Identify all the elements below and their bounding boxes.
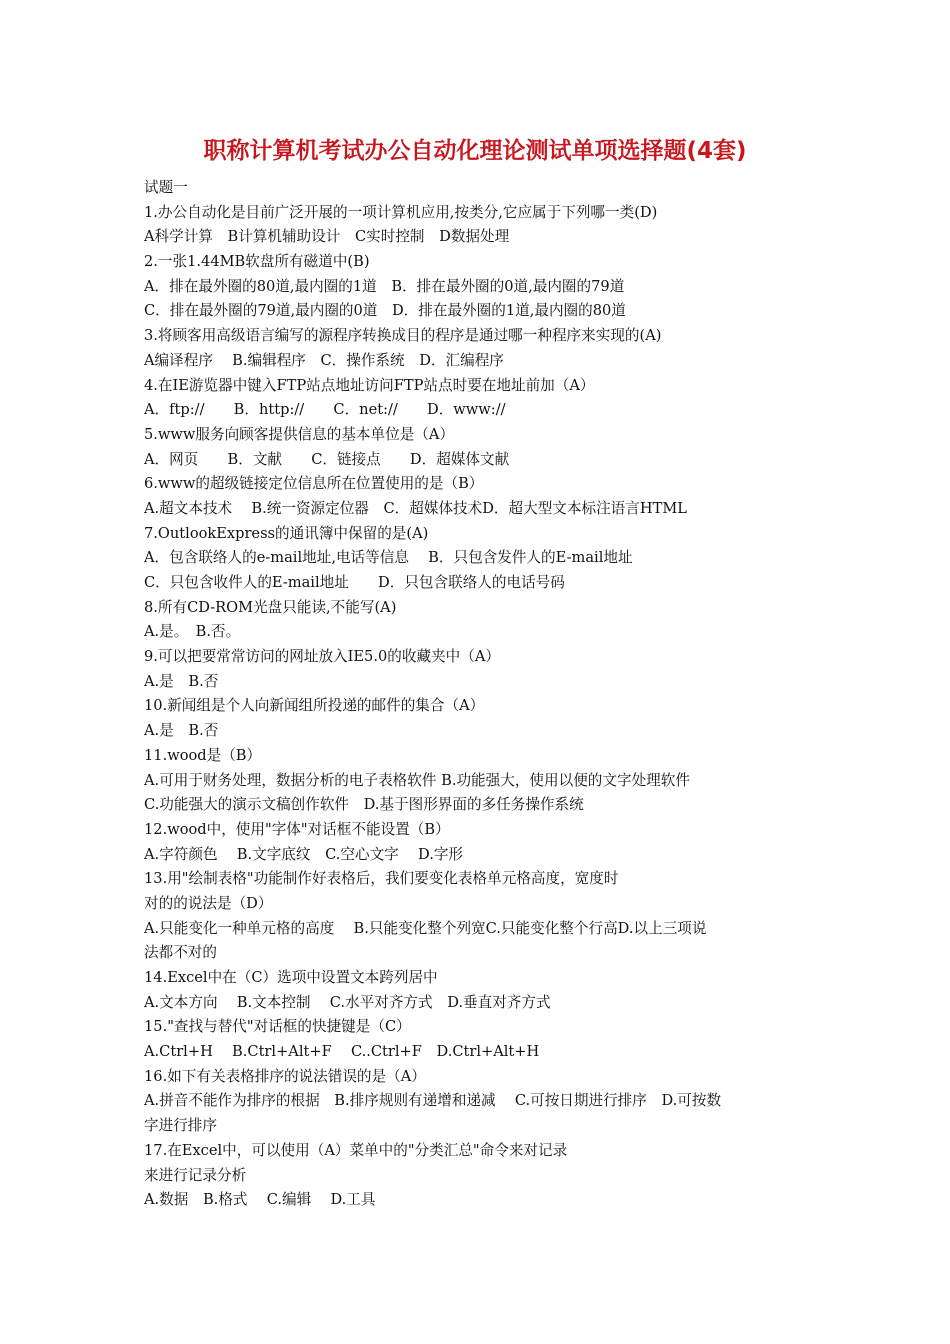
text-line: A.Ctrl+H B.Ctrl+Alt+F C..Ctrl+F D.Ctrl+Alt+H [144,1043,540,1061]
text-line: C．排在最外圈的79道,最内圈的0道 D．排在最外圈的1道,最内圈的80道 [144,302,626,320]
text-line: 4.在IE游览器中键入FTP站点地址访问FTP站点时要在地址前加（A） [144,376,595,394]
text-line: A．ftp:// B．http:// C．net:// D．www:// [144,401,506,419]
text-line: 7.OutlookExpress的通讯簿中保留的是(A) [144,524,429,542]
text-line: 3.将顾客用高级语言编写的源程序转换成目的程序是通过哪一种程序来实现的(A) [144,327,662,345]
document-title: 职称计算机考试办公自动化理论测试单项选择题(4套) [203,138,747,164]
text-line: 17.在Excel中，可以使用（A）菜单中的"分类汇总"命令来对记录 [144,1141,568,1159]
text-line: 5.www服务向顾客提供信息的基本单位是（A） [144,425,455,443]
text-line: 14.Excel中在（C）选项中设置文本跨列居中 [144,969,438,986]
text-line: 法都不对的 [144,944,217,962]
text-line: 8.所有CD-ROM光盘只能读,不能写(A) [144,598,397,616]
text-line: 12.wood中，使用"字体"对话框不能设置（B） [144,820,450,838]
text-line: 10.新闻组是个人向新闻组所投递的邮件的集合（A） [144,697,485,715]
text-line: 13.用"绘制表格"功能制作好表格后，我们要变化表格单元格高度，宽度时 [144,870,619,888]
text-line: A.超文本技术 B.统一资源定位器 C．超媒体技术D．超大型文本标注语言HTML [144,499,687,517]
text-line: 6.www的超级链接定位信息所在位置使用的是（B） [144,475,484,493]
text-line: C．只包含收件人的E-mail地址 D．只包含联络人的电话号码 [144,574,565,591]
text-line: A.是 B.否 [144,672,219,690]
text-line: 试题一 [144,179,188,196]
text-line: A.是。 B.否。 [144,623,241,641]
text-line: 字进行排序 [144,1117,217,1135]
text-line: A.只能变化一种单元格的高度 B.只能变化整个列宽C.只能变化整个行高D.以上三项说 [144,919,707,937]
text-line: A编译程序 B.编辑程序 C．操作系统 D．汇编程序 [144,351,504,369]
text-line: A．网页 B．文献 C．链接点 D．超媒体文献 [144,450,510,468]
text-line: 1.办公自动化是目前广泛开展的一项计算机应用,按类分,它应属于下列哪一类(D) [144,203,658,221]
text-line: 16.如下有关表格排序的说法错误的是（A） [144,1067,426,1085]
text-line: C.功能强大的演示文稿创作软件 D.基于图形界面的多任务操作系统 [144,796,584,814]
text-line: 2.一张1.44MB软盘所有磁道中(B) [144,253,370,271]
text-line: A.可用于财务处理，数据分析的电子表格软件 B.功能强大，使用以便的文字处理软件 [144,771,690,789]
text-line: A.字符颜色 B.文字底纹 C.空心文字 D.字形 [144,845,464,863]
text-line: A.拼音不能作为排序的根据 B.排序规则有递增和递减 C.可按日期进行排序 D.可按数 [144,1092,722,1110]
text-line: 来进行记录分析 [144,1166,247,1184]
text-line: 对的的说法是（D） [144,894,273,912]
text-line: A科学计算 B计算机辅助设计 C实时控制 D数据处理 [144,228,510,246]
text-line: 11.wood是（B） [144,746,262,764]
text-line: 9.可以把要常常访问的网址放入IE5.0的收藏夹中（A） [144,648,500,666]
text-line: 15."查找与替代"对话框的快捷键是（C） [144,1018,411,1036]
text-line: A.是 B.否 [144,722,219,740]
question-list [144,176,814,1213]
text-line: A.文本方向 B.文本控制 C.水平对齐方式 D.垂直对齐方式 [144,993,551,1011]
text-line: A．包含联络人的e-mail地址,电话等信息 B．只包含发件人的E-mail地址 [144,549,633,567]
text-line: A.数据 B.格式 C.编辑 D.工具 [144,1191,376,1209]
text-line: A．排在最外圈的80道,最内圈的1道 B．排在最外圈的0道,最内圈的79道 [144,277,625,295]
